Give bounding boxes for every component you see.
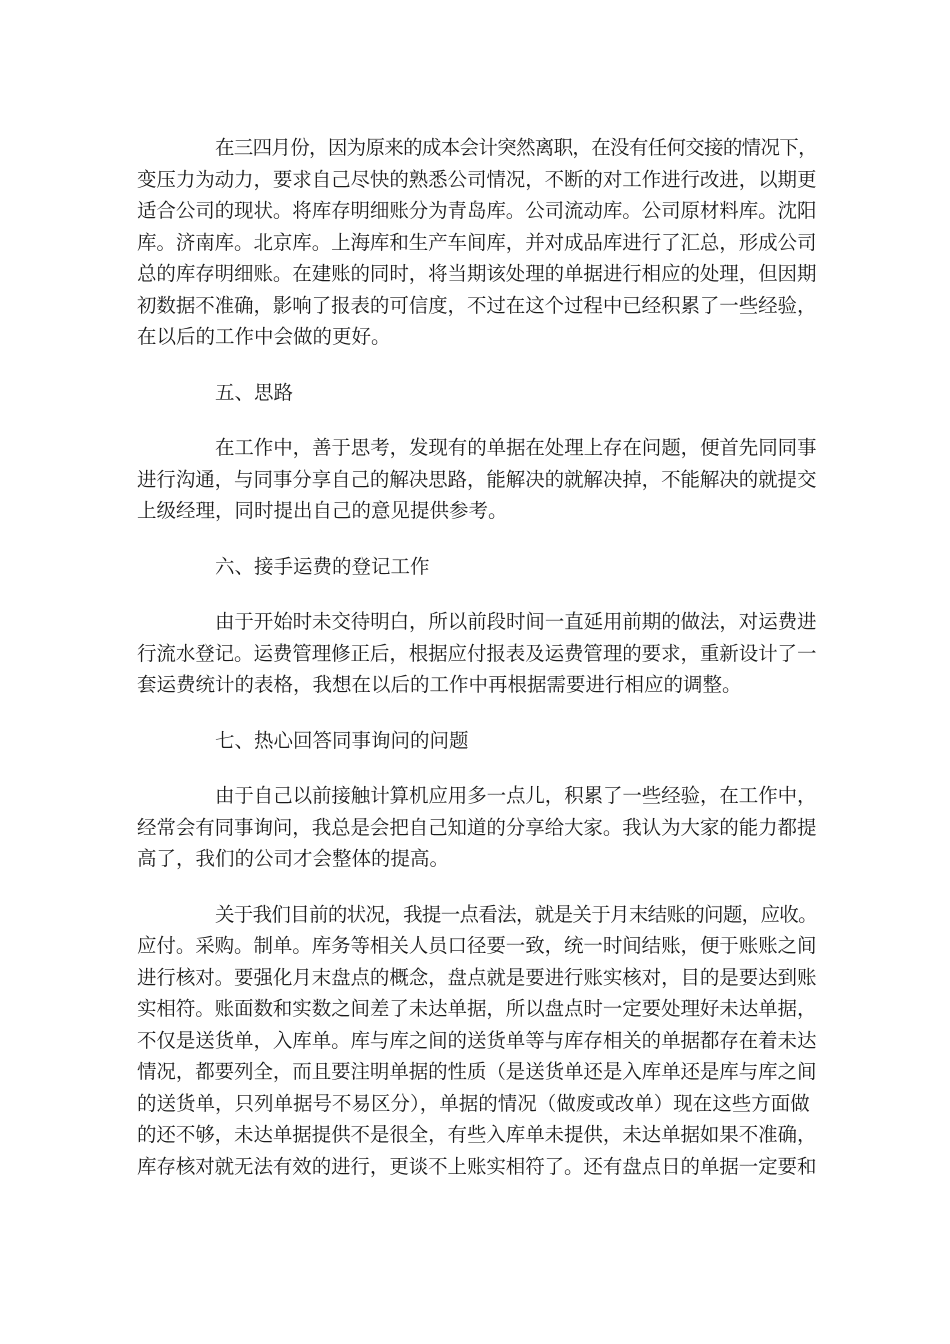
paragraph-line: 在三四月份，因为原来的成本会计突然离职，在没有任何交接的情况下， [215, 136, 817, 159]
paragraph-line: 由于自己以前接触计算机应用多一点儿，积累了一些经验，在工作中， [215, 784, 817, 807]
document-body [137, 132, 817, 1206]
paragraph-line: 变压力为动力，要求自己尽快的熟悉公司情况，不断的对工作进行改进，以期更 [137, 167, 817, 191]
paragraph-line: 库。济南库。北京库。上海库和生产车间库，并对成品库进行了汇总，形成公司 [137, 230, 817, 254]
paragraph-line: 关于我们目前的状况，我提一点看法，就是关于月末结账的问题，应收。 [215, 902, 817, 926]
paragraph-line: 库存核对就无法有效的进行，更谈不上账实相符了。还有盘点日的单据一定要和 [137, 1154, 817, 1178]
paragraph-line: 不仅是送货单，入库单。库与库之间的送货单等与库存相关的单据都存在着未达 [137, 1028, 817, 1052]
paragraph-line: 高了，我们的公司才会整体的提高。 [137, 847, 450, 870]
paragraph-line: 初数据不准确，影响了报表的可信度，不过在这个过程中已经积累了一些经验， [137, 293, 817, 317]
section-heading: 六、接手运费的登记工作 [215, 554, 430, 578]
paragraph-line: 总的库存明细账。在建账的同时，将当期该处理的单据进行相应的处理，但因期 [137, 262, 817, 285]
paragraph-line: 行流水登记。运费管理修正后，根据应付报表及运费管理的要求，重新设计了一 [137, 641, 817, 665]
body-paragraph [137, 132, 817, 353]
paragraph-line: 的还不够，未达单据提供不是很全，有些入库单未提供，未达单据如果不准确， [137, 1123, 817, 1146]
paragraph-line: 上级经理，同时提出自己的意见提供参考。 [137, 499, 508, 522]
paragraph-line: 在工作中，善于思考，发现有的单据在处理上存在问题，便首先同同事 [215, 436, 817, 459]
paragraph-line: 由于开始时未交待明白，所以前段时间一直延用前期的做法，对运费进 [215, 610, 817, 633]
section-heading: 五、思路 [215, 380, 294, 404]
paragraph-line: 实相符。账面数和实数之间差了未达单据，所以盘点时一定要处理好未达单据， [137, 997, 817, 1020]
paragraph-line: 套运费统计的表格，我想在以后的工作中再根据需要进行相应的调整。 [137, 673, 742, 696]
paragraph-line: 的送货单，只列单据号不易区分），单据的情况（做废或改单）现在这些方面做 [137, 1091, 810, 1115]
body-paragraph [137, 899, 817, 1183]
paragraph-line: 经常会有同事询问，我总是会把自己知道的分享给大家。我认为大家的能力都提 [137, 815, 817, 839]
section-heading: 七、热心回答同事询问的问题 [215, 728, 469, 752]
body-paragraph [137, 780, 817, 875]
body-paragraph [137, 432, 817, 527]
paragraph-line: 情况，都要列全，而且要注明单据的性质（是送货单还是入库单还是库与库之间 [137, 1060, 817, 1083]
body-paragraph [137, 606, 817, 701]
paragraph-line: 进行核对。要强化月末盘点的概念，盘点就是要进行账实核对，目的是要达到账 [137, 965, 817, 989]
paragraph-line: 进行沟通，与同事分享自己的解决思路，能解决的就解决掉，不能解决的就提交 [137, 467, 817, 491]
paragraph-line: 应付。采购。制单。库务等相关人员口径要一致，统一时间结账，便于账账之间 [137, 934, 817, 957]
paragraph-line: 在以后的工作中会做的更好。 [137, 325, 391, 348]
paragraph-line: 适合公司的现状。将库存明细账分为青岛库。公司流动库。公司原材料库。沈阳 [137, 199, 817, 222]
